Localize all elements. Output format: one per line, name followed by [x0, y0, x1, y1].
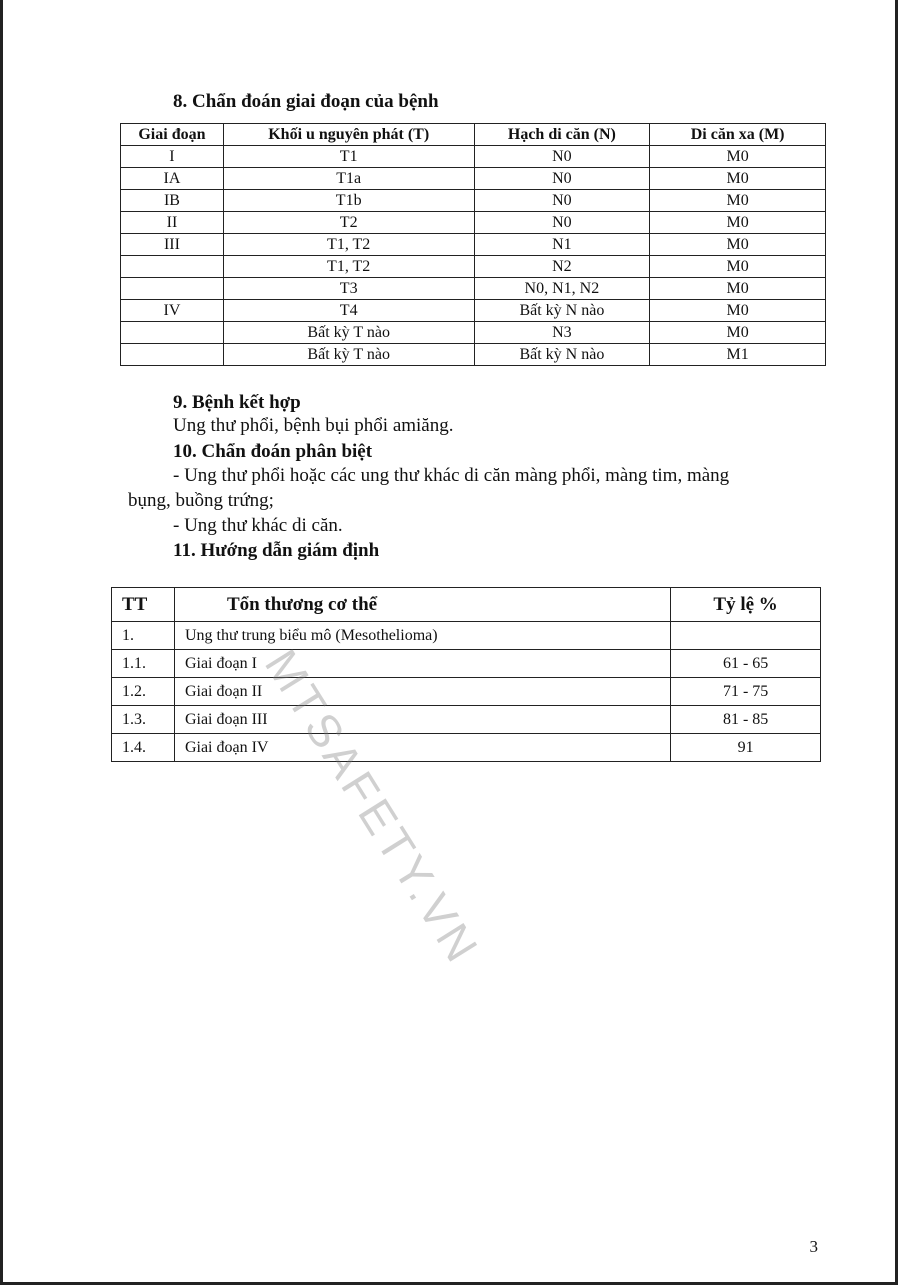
staging-header-row — [121, 124, 826, 146]
metastasis-cell: M0 — [650, 190, 826, 212]
stage-cell: IA — [121, 168, 224, 190]
section-10-line-2: bụng, buồng trứng; — [128, 490, 274, 511]
section-10-line-3: - Ung thư khác di căn. — [173, 515, 343, 536]
stage-cell: IB — [121, 190, 224, 212]
table-row — [112, 678, 821, 706]
stage-cell — [121, 278, 224, 300]
stage-cell: II — [121, 212, 224, 234]
metastasis-cell: M0 — [650, 300, 826, 322]
node-cell: Bất kỳ N nào — [474, 300, 650, 322]
rate-cell: 71 - 75 — [671, 678, 821, 706]
table-row — [121, 322, 826, 344]
table-row — [112, 706, 821, 734]
assessment-header-row — [112, 588, 821, 622]
section-8-heading: 8. Chẩn đoán giai đoạn của bệnh — [173, 91, 439, 112]
stage-cell: I — [121, 146, 224, 168]
table-row — [121, 146, 826, 168]
staging-header-metastasis: Di căn xa (M) — [650, 124, 826, 146]
tumor-cell: Bất kỳ T nào — [223, 322, 474, 344]
metastasis-cell: M1 — [650, 344, 826, 366]
rate-cell: 91 — [671, 734, 821, 762]
assessment-header-injury: Tổn thương cơ thể — [174, 588, 670, 622]
table-row — [121, 234, 826, 256]
stage-cell: IV — [121, 300, 224, 322]
rate-cell — [671, 622, 821, 650]
no-cell: 1.4. — [112, 734, 175, 762]
stage-cell — [121, 344, 224, 366]
tumor-cell: Bất kỳ T nào — [223, 344, 474, 366]
tumor-cell: T1b — [223, 190, 474, 212]
tumor-cell: T1, T2 — [223, 234, 474, 256]
node-cell: N0 — [474, 146, 650, 168]
node-cell: N0, N1, N2 — [474, 278, 650, 300]
table-row — [121, 344, 826, 366]
assessment-header-rate: Tỷ lệ % — [671, 588, 821, 622]
no-cell: 1.1. — [112, 650, 175, 678]
table-row — [121, 168, 826, 190]
node-cell: Bất kỳ N nào — [474, 344, 650, 366]
table-row — [121, 278, 826, 300]
table-row — [121, 212, 826, 234]
injury-cell: Giai đoạn III — [174, 706, 670, 734]
staging-table — [120, 123, 826, 366]
tumor-cell: T1, T2 — [223, 256, 474, 278]
staging-header-stage: Giai đoạn — [121, 124, 224, 146]
metastasis-cell: M0 — [650, 146, 826, 168]
assessment-header-no: TT — [112, 588, 175, 622]
node-cell: N0 — [474, 168, 650, 190]
stage-cell — [121, 322, 224, 344]
scan-border-left — [0, 0, 3, 1285]
section-10-heading: 10. Chẩn đoán phân biệt — [173, 441, 373, 462]
section-11-heading: 11. Hướng dẫn giám định — [173, 540, 380, 561]
tumor-cell: T4 — [223, 300, 474, 322]
node-cell: N1 — [474, 234, 650, 256]
tumor-cell: T3 — [223, 278, 474, 300]
rate-cell: 61 - 65 — [671, 650, 821, 678]
metastasis-cell: M0 — [650, 234, 826, 256]
page-number: 3 — [809, 1237, 818, 1256]
stage-cell: III — [121, 234, 224, 256]
metastasis-cell: M0 — [650, 322, 826, 344]
metastasis-cell: M0 — [650, 212, 826, 234]
section-9-heading: 9. Bệnh kết hợp — [173, 392, 301, 413]
tumor-cell: T1 — [223, 146, 474, 168]
table-row — [121, 300, 826, 322]
rate-cell: 81 - 85 — [671, 706, 821, 734]
table-row — [121, 190, 826, 212]
no-cell: 1.3. — [112, 706, 175, 734]
node-cell: N2 — [474, 256, 650, 278]
assessment-table — [111, 587, 821, 762]
metastasis-cell: M0 — [650, 256, 826, 278]
section-9-text: Ung thư phổi, bệnh bụi phổi amiăng. — [173, 415, 454, 436]
tumor-cell: T1a — [223, 168, 474, 190]
staging-header-tumor: Khối u nguyên phát (T) — [223, 124, 474, 146]
tumor-cell: T2 — [223, 212, 474, 234]
metastasis-cell: M0 — [650, 278, 826, 300]
no-cell: 1. — [112, 622, 175, 650]
watermark: MTSAFETY.VN — [255, 640, 490, 974]
table-row — [121, 256, 826, 278]
table-row — [112, 650, 821, 678]
table-row — [112, 622, 821, 650]
metastasis-cell: M0 — [650, 168, 826, 190]
section-10-line-1: - Ung thư phổi hoặc các ung thư khác di căn màng phổi, màng tim, màng — [173, 465, 730, 486]
node-cell: N0 — [474, 212, 650, 234]
stage-cell — [121, 256, 224, 278]
node-cell: N3 — [474, 322, 650, 344]
no-cell: 1.2. — [112, 678, 175, 706]
staging-header-node: Hạch di căn (N) — [474, 124, 650, 146]
table-row — [112, 734, 821, 762]
injury-cell: Giai đoạn I — [174, 650, 670, 678]
node-cell: N0 — [474, 190, 650, 212]
injury-cell: Giai đoạn II — [174, 678, 670, 706]
injury-cell: Giai đoạn IV — [174, 734, 670, 762]
injury-cell: Ung thư trung biểu mô (Mesothelioma) — [174, 622, 670, 650]
